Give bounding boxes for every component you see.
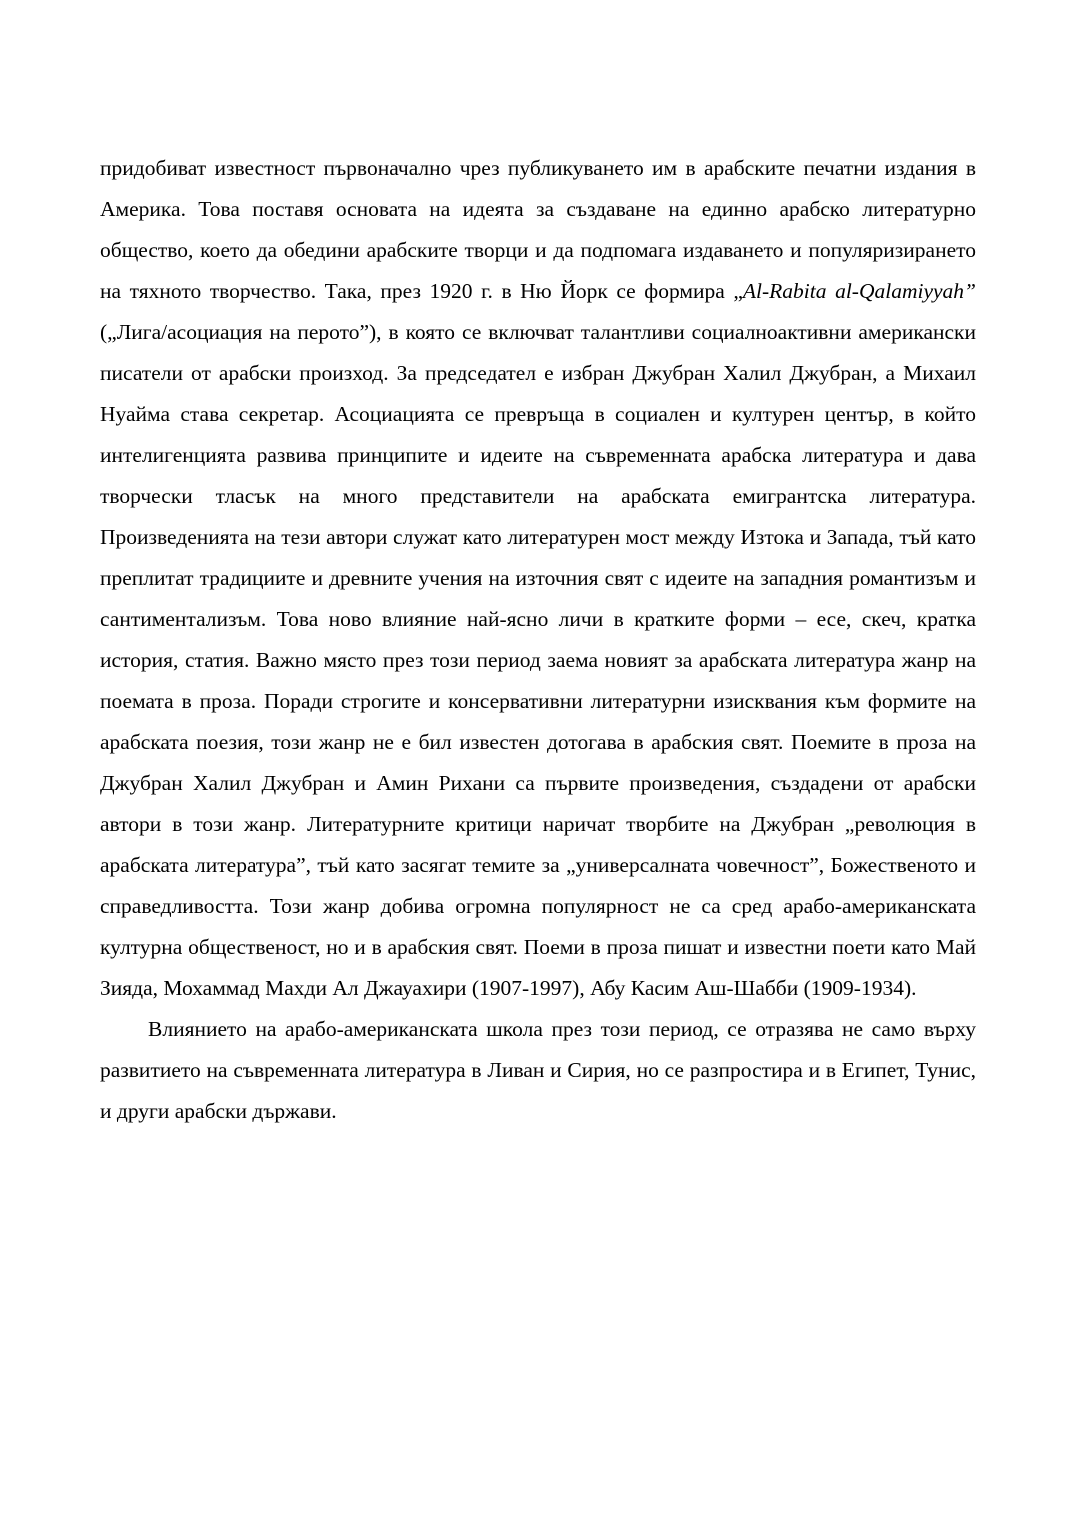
- body-paragraph: придобиват известност първоначално чрез публикуването им в арабските печатни издания в Америка. Това поставя основата на идеята за създаване на единно арабско литературно общество, което да обедини арабските творци и да подпомага издаването и популяризирането на тяхното творчество. Така, през 1920 г. в Ню Йорк се формира „Al-Rabita al-Qalamiyyah” („Лига/асоциация на перото”), в която се включват талантливи социалноактивни американски писатели от арабски произход. За председател е избран Джубран Халил Джубран, а Михаил Нуайма става секретар. Асоциацията се превръща в социален и културен център, в който интелигенцията развива принципите и идеите на съвременната арабска литература и дава творчески тласък на много представители на арабската емигрантска литература. Произведенията на тези автори служат като литературен мост между Изтока и Запада, тъй като преплитат традициите и древните учения на източния свят с идеите на западния романтизъм и сантиментализъм. Това ново влияние най-ясно личи в кратките форми – есе, скеч, кратка история, статия. Важно място през този период заема новият за арабската литература жанр на поемата в проза. Поради строгите и консервативни литературни изисквания към формите на арабската поезия, този жанр не е бил известен дотогава в арабския свят. Поемите в проза на Джубран Халил Джубран и Амин Рихани са първите произведения, създадени от арабски автори в този жанр. Литературните критици наричат творбите на Джубран „революция в арабската литература”, тъй като засягат темите за „универсалната човечност”, Божественото и справедливостта. Този жанр добива огромна популярност не са сред арабо-американската културна общественост, но и в арабския свят. Поеми в проза пишат и известни поети като Май Зияда, Мохаммад Махди Ал Джауахири (1907-1997), Абу Касим Аш-Шабби (1909-1934).: [100, 156, 976, 1000]
- body-paragraph: Влиянието на арабо-американската школа през този период, се отразява не само върху развитието на съвременната литература в Ливан и Сирия, но се разпростира и в Египет, Тунис, и други арабски държави.: [100, 1017, 976, 1123]
- italic-phrase: Al-Rabita al-Qalamiyyah”: [742, 279, 976, 303]
- document-body: [100, 148, 976, 1132]
